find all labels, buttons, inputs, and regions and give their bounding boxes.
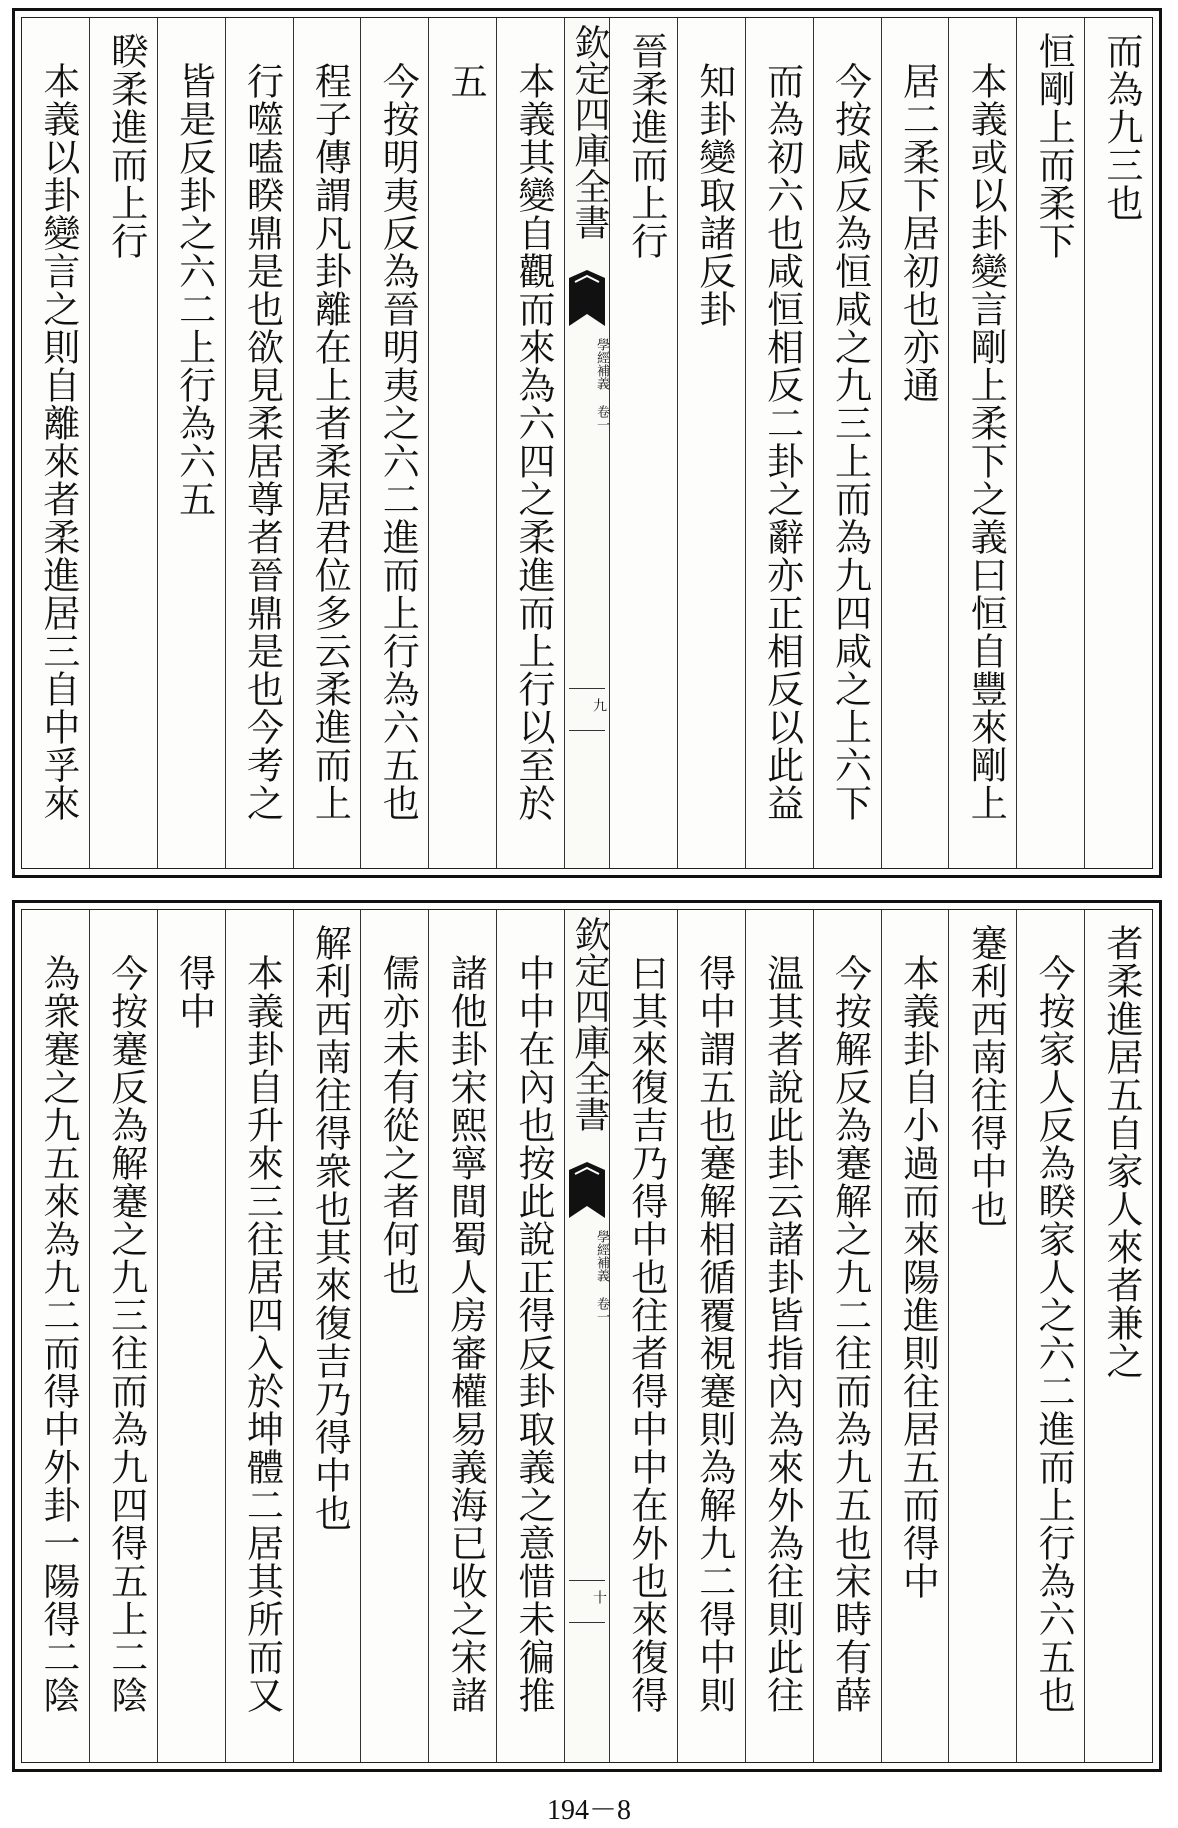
text-column: 本義卦自升來三往居四入於坤體二居其所而又	[225, 910, 293, 1762]
text-column: 睽柔進而上行	[89, 18, 157, 868]
center-margin	[564, 18, 609, 868]
text-column: 本義以卦變言之則自離來者柔進居三自中孚來	[36, 62, 80, 822]
text-column: 今按咸反為恒咸之九三上而為九四咸之上六下	[813, 18, 881, 868]
text-column: 者柔進居五自家人來者兼之	[1084, 910, 1152, 1762]
text-column: 得中謂五也蹇解相循覆視蹇則為解九二得中則	[677, 910, 745, 1762]
text-column: 今按明夷反為晉明夷之六二進而上行為六五也	[360, 18, 428, 868]
text-column: 本義卦自小過而來陽進則往居五而得中	[881, 910, 949, 1762]
margin-divider	[569, 1580, 605, 1581]
margin-divider	[569, 688, 605, 689]
text-column: 晉柔進而上行	[609, 18, 677, 868]
leaf-number: 十	[591, 1590, 607, 1604]
text-column: 皆是反卦之六二上行為六五	[157, 18, 225, 868]
text-column: 而為初六也咸恒相反二卦之辭亦正相反以此益	[745, 18, 813, 868]
margin-divider	[569, 730, 605, 731]
page-footer-number: 194－8	[546, 1795, 631, 1826]
text-column: 今按解反為蹇解之九二往而為九五也宋時有薛	[813, 910, 881, 1762]
text-column: 温其者說此卦云諸卦皆指內為來外為往則此往	[745, 910, 813, 1762]
text-column: 中中在內也按此說正得反卦取義之意惜未徧推	[496, 910, 564, 1762]
leaf-number: 九	[591, 698, 607, 712]
fishtail-mark-icon	[567, 1160, 607, 1220]
text-column: 為衆蹇之九五來為九二而得中外卦一陽得二陰	[36, 954, 80, 1714]
text-column: 得中	[157, 910, 225, 1762]
text-column: 今按家人反為睽家人之六二進而上行為六五也	[1016, 910, 1084, 1762]
text-column: 解利西南往得衆也其來復吉乃得中也	[293, 910, 361, 1762]
text-column: 知卦變取諸反卦	[677, 18, 745, 868]
text-column: 行噬嗑睽鼎是也欲見柔居尊者晉鼎是也今考之	[225, 18, 293, 868]
text-column: 程子傳謂凡卦離在上者柔居君位多云柔進而上	[293, 18, 361, 868]
margin-title: 欽定四庫全書	[569, 916, 610, 1132]
margin-book-title: 學經補義 卷一	[594, 338, 609, 431]
top-page-frame	[21, 17, 1153, 869]
text-column: 本義其變自觀而來為六四之柔進而上行以至於	[496, 18, 564, 868]
text-column: 恒剛上而柔下	[1016, 18, 1084, 868]
margin-title: 欽定四庫全書	[569, 24, 610, 240]
bottom-page-frame	[21, 909, 1153, 1763]
text-column: 居二柔下居初也亦通	[881, 18, 949, 868]
margin-book-title: 學經補義 卷一	[594, 1230, 609, 1323]
text-column: 曰其來復吉乃得中也往者得中中在外也來復得	[609, 910, 677, 1762]
center-margin	[564, 910, 609, 1762]
bottom-page	[12, 900, 1162, 1772]
text-column: 本義或以卦變言剛上柔下之義曰恒自豐來剛上	[948, 18, 1016, 868]
text-column: 諸他卦宋熙寧間蜀人房審權易義海已收之宋諸	[428, 910, 496, 1762]
fishtail-mark-icon	[567, 268, 607, 328]
margin-divider	[569, 1622, 605, 1623]
text-column: 五	[428, 18, 496, 868]
text-column: 今按蹇反為解蹇之九三往而為九四得五上二陰	[89, 910, 157, 1762]
text-column: 儒亦未有從之者何也	[360, 910, 428, 1762]
text-column: 而為九三也	[1084, 18, 1152, 868]
top-page	[12, 8, 1162, 878]
text-column: 蹇利西南往得中也	[948, 910, 1016, 1762]
